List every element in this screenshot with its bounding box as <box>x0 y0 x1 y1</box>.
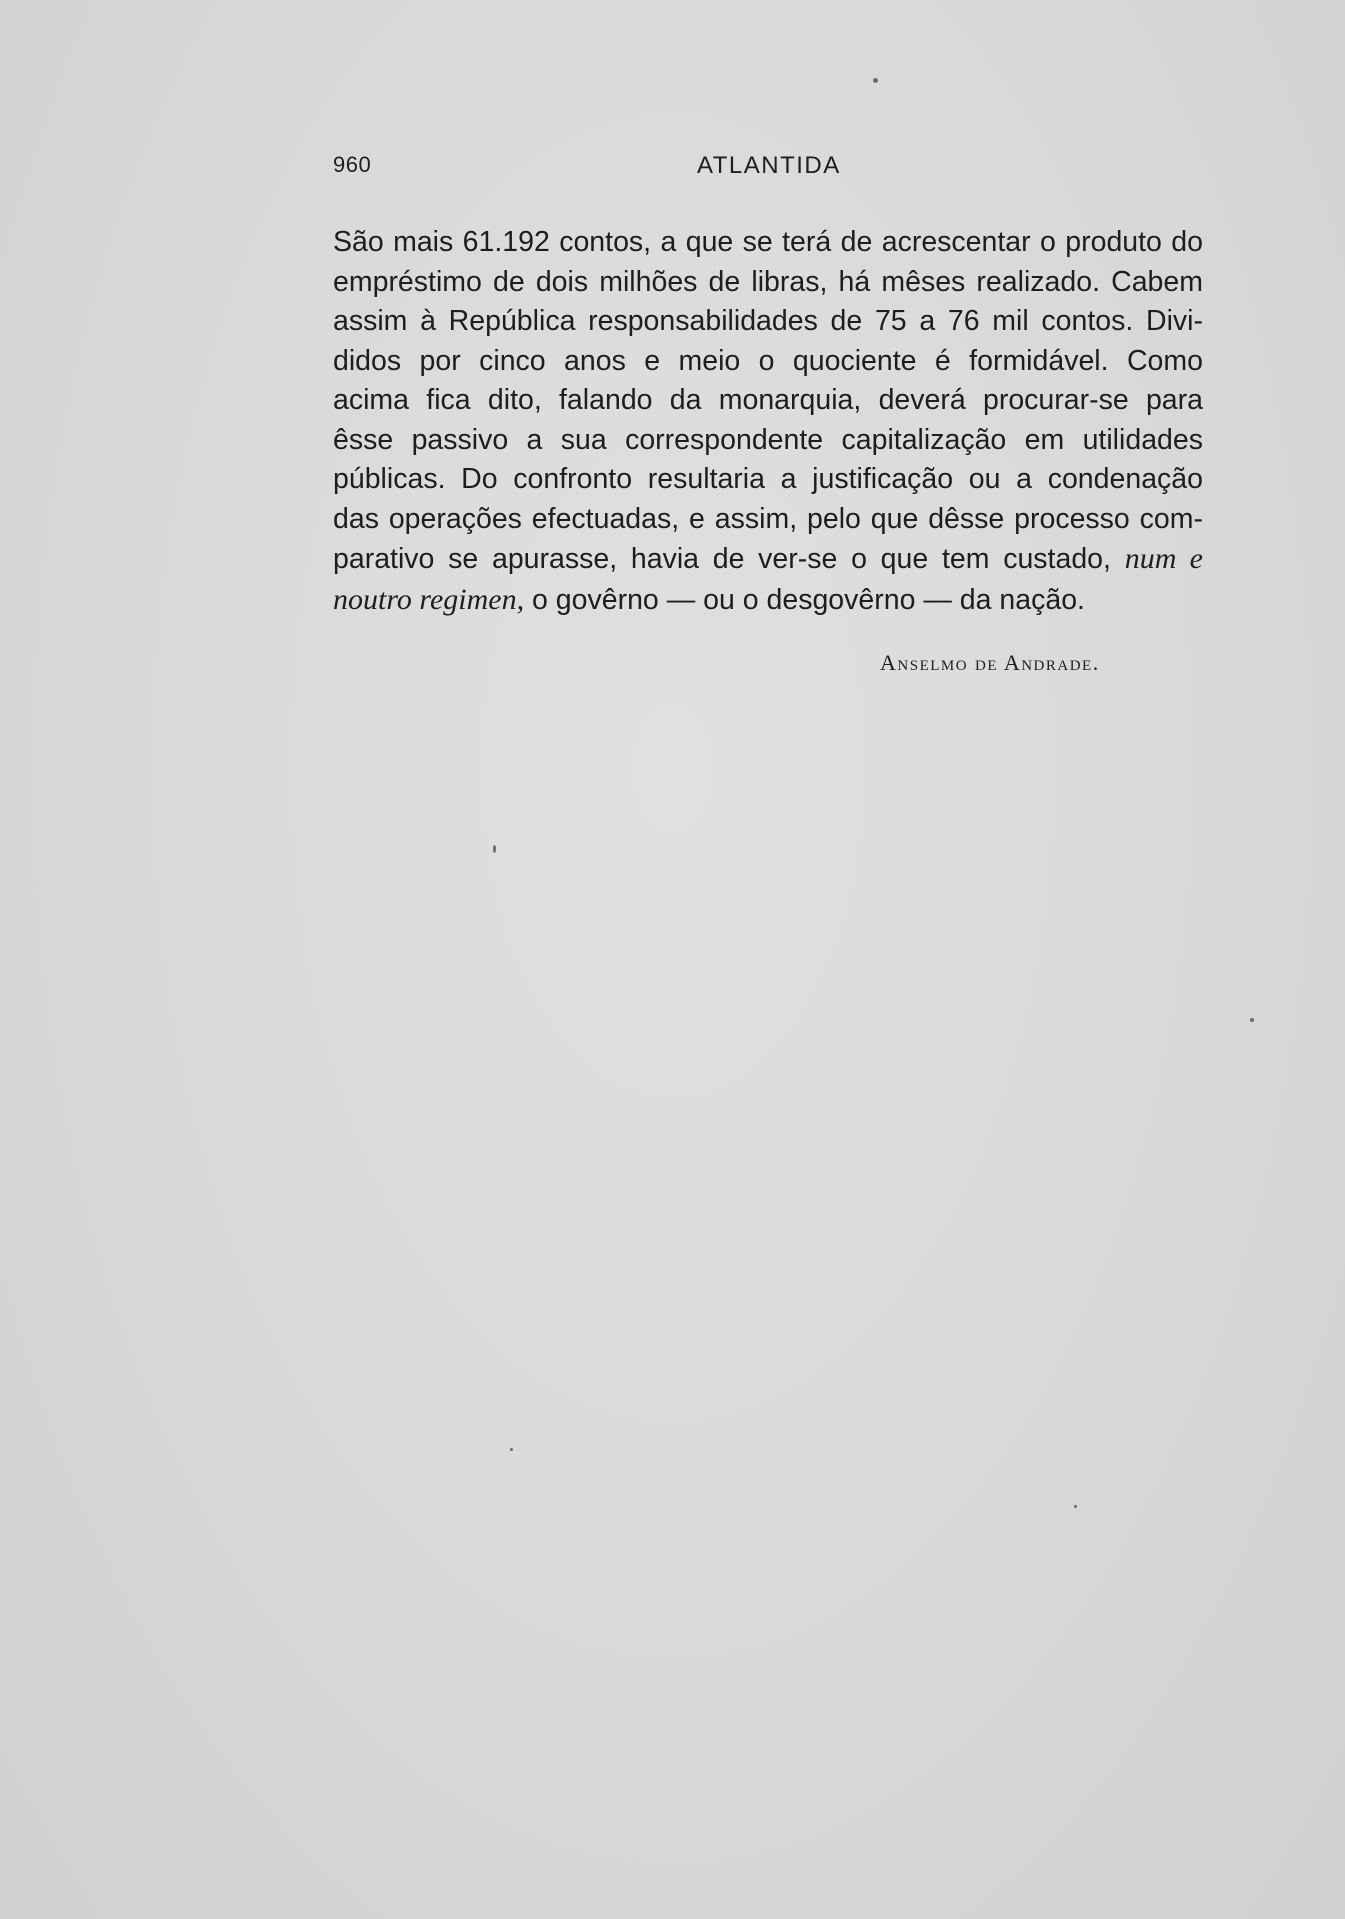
text-line-roman: o govêrno — ou o desgovêrno — da nação. <box>532 583 1085 616</box>
author-signature: Anselmo de Andrade. <box>880 650 1100 675</box>
text-line: acima fica dito, falando da monarquia, deverá procurar-se para <box>333 384 1203 416</box>
page-number: 960 <box>333 152 372 177</box>
text-line: públicas. Do confronto resultaria a justificação ou a condenação <box>333 463 1203 495</box>
scan-speck <box>873 78 878 83</box>
text-line: São mais 61.192 contos, a que se terá de acrescentar o produto do <box>333 226 1203 258</box>
page-header <box>333 152 1068 188</box>
text-line-italic: num e <box>1124 542 1204 575</box>
scan-speck <box>493 845 496 853</box>
body-text <box>333 223 1203 620</box>
running-title: ATLANTIDA <box>697 152 841 179</box>
text-line-roman: parativo se apurasse, havia de ver-se o que tem custado, <box>333 543 1111 575</box>
text-line-italic: noutro regimen, <box>333 582 525 616</box>
text-line: didos por cinco anos e meio o quociente é formidável. Como <box>333 344 1203 377</box>
scan-speck <box>510 1448 513 1451</box>
text-line: das operações efectuadas, e assim, pelo que dêsse processo com- <box>333 502 1203 535</box>
scan-speck <box>1074 1505 1077 1508</box>
text-line: empréstimo de dois milhões de libras, há mêses realizado. Cabem <box>333 265 1203 298</box>
text-line <box>333 580 1203 621</box>
scan-speck <box>1250 1018 1254 1022</box>
text-line: êsse passivo a sua correspondente capitalização em utilidades <box>333 423 1203 456</box>
text-line: assim à República responsabilidades de 75 a 76 mil contos. Divi- <box>333 305 1203 337</box>
text-line <box>333 539 1203 580</box>
